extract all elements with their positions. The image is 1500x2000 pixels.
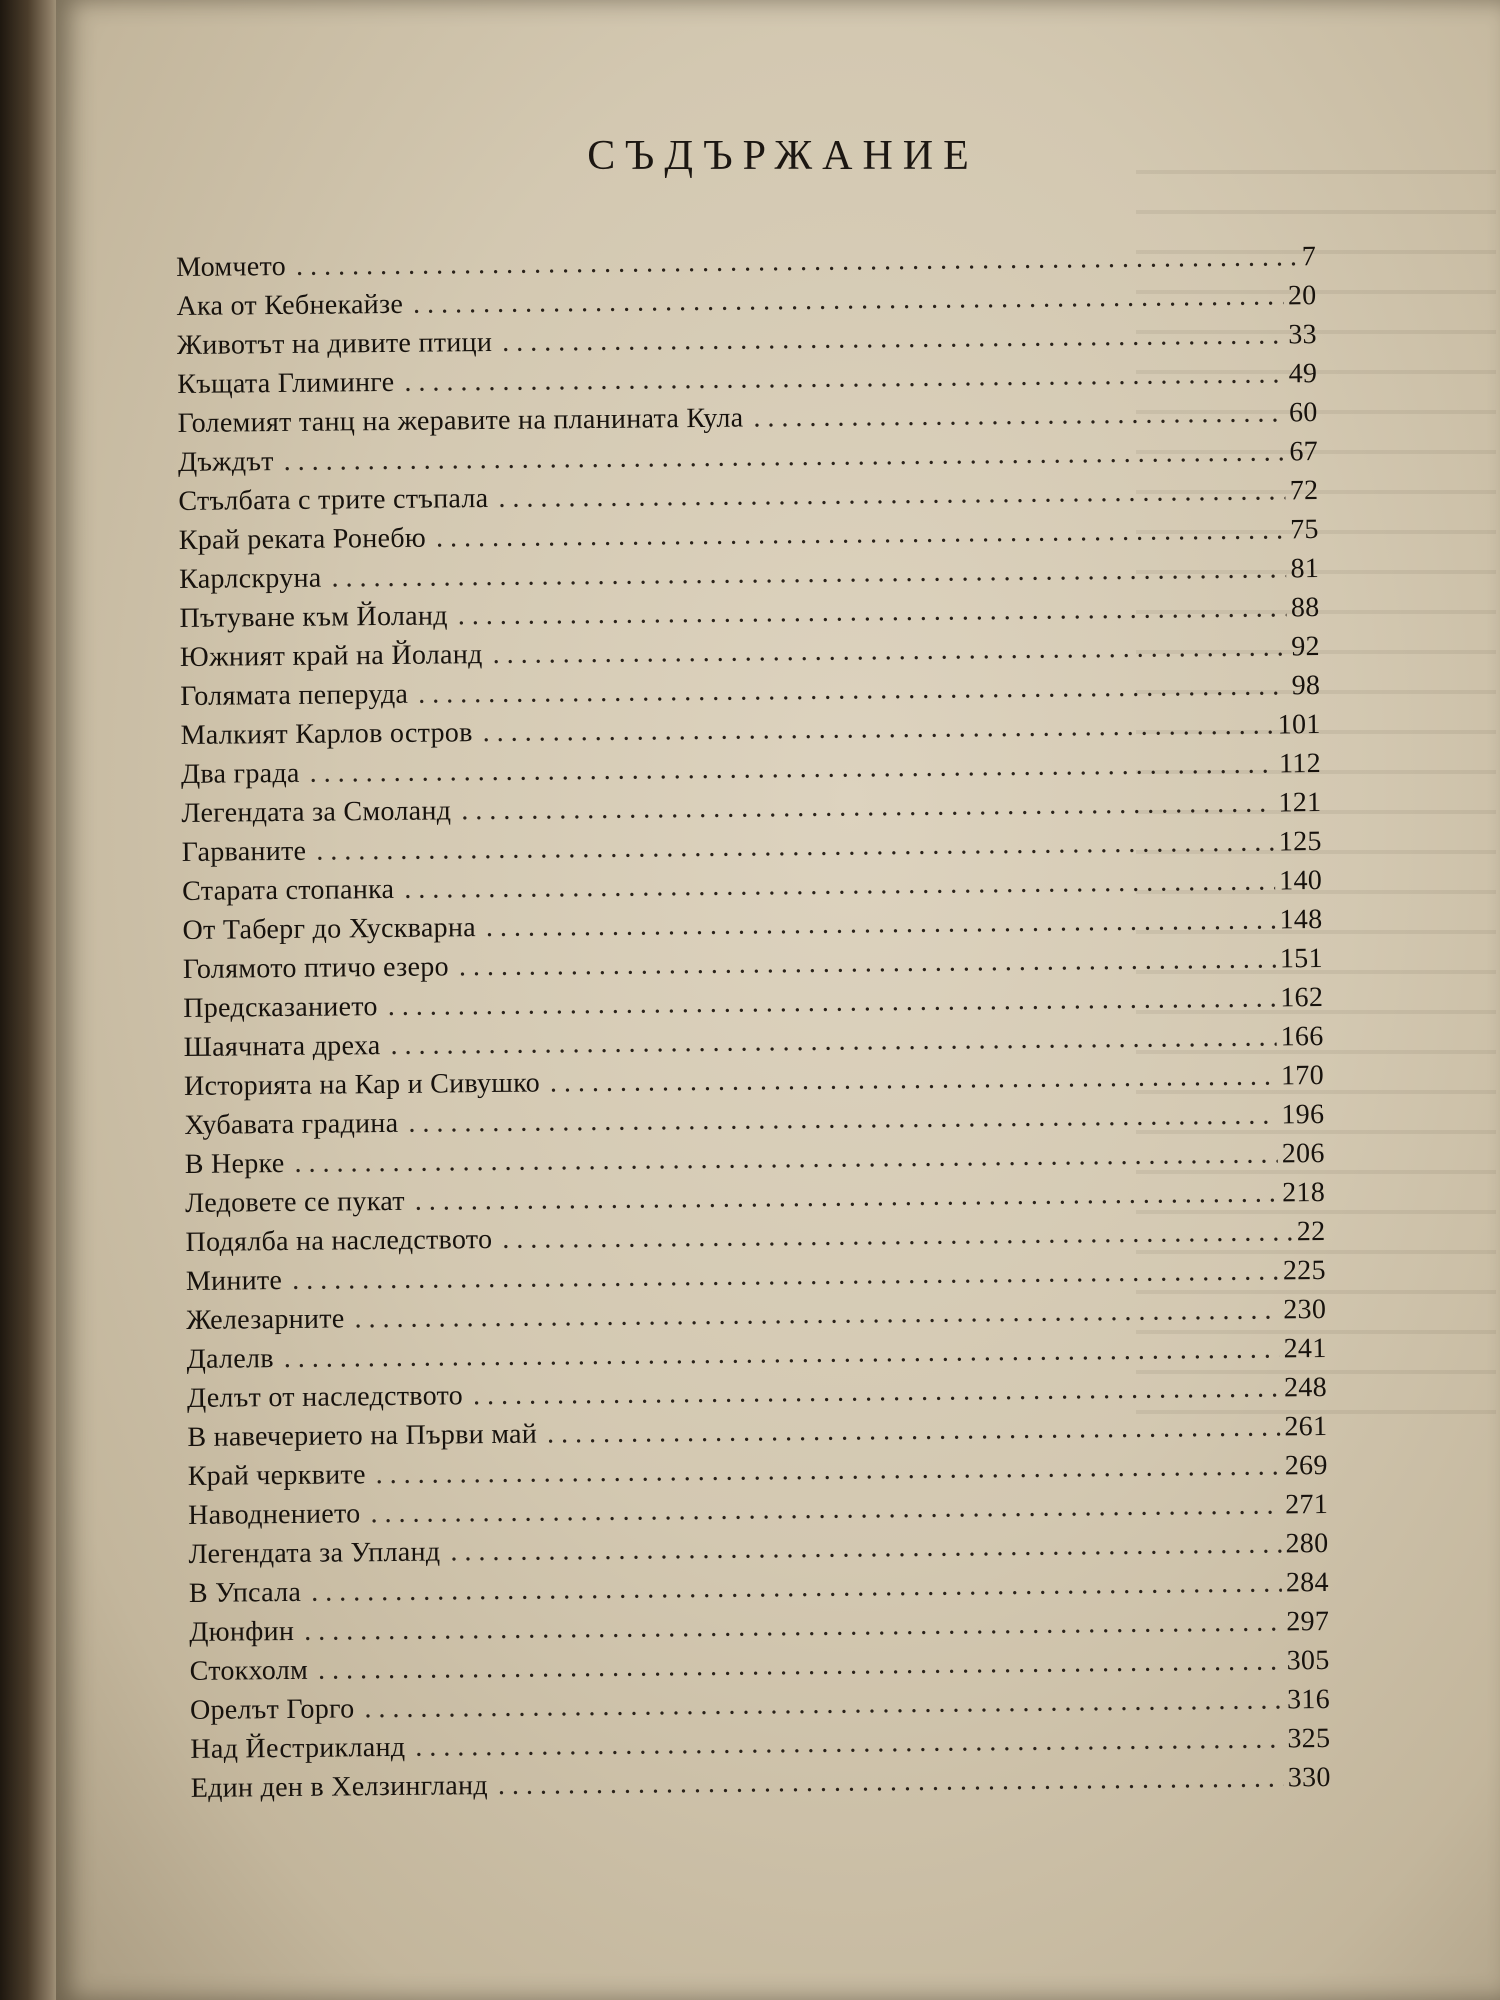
- page-number: 170: [1280, 1060, 1325, 1092]
- page-number: 218: [1282, 1177, 1326, 1209]
- chapter-title: Край реката Ронебю: [178, 522, 427, 556]
- dot-leader: [550, 1060, 1277, 1099]
- page-title: СЪДЪРЖАНИЕ: [587, 133, 979, 179]
- page-number: 305: [1286, 1644, 1330, 1677]
- page-number: 241: [1283, 1333, 1327, 1365]
- page-number: 88: [1290, 592, 1320, 624]
- dot-leader: [502, 1216, 1293, 1256]
- chapter-title: Ледовете се пукат: [184, 1185, 405, 1219]
- chapter-title: Един ден в Хелзингланд: [190, 1770, 489, 1804]
- page-number: 230: [1283, 1294, 1327, 1326]
- chapter-title: Къщата Глиминге: [177, 366, 395, 400]
- page-number: 20: [1287, 280, 1317, 312]
- chapter-title: Големият танц на жеравите на планината Кула: [177, 402, 744, 439]
- page-number: 98: [1291, 670, 1321, 702]
- chapter-title: Предсказанието: [183, 991, 378, 1024]
- dot-leader: [296, 241, 1298, 283]
- page-number: 196: [1281, 1099, 1325, 1131]
- page-number: 325: [1287, 1722, 1331, 1755]
- dot-leader: [502, 319, 1284, 359]
- chapter-title: Ака от Кебнекайзе: [176, 288, 404, 322]
- chapter-title: Южният край на Йоланд: [179, 639, 483, 673]
- dot-leader: [492, 631, 1287, 671]
- book-gutter: [0, 0, 62, 2000]
- page-number: 92: [1291, 631, 1320, 663]
- page-number: 297: [1286, 1605, 1330, 1638]
- chapter-title: Малкият Карлов остров: [180, 717, 473, 751]
- page-number: 225: [1282, 1255, 1326, 1287]
- chapter-title: Хубавата градина: [184, 1107, 399, 1141]
- chapter-title: Орелът Горго: [189, 1693, 355, 1726]
- page-number: 75: [1289, 514, 1319, 546]
- page-number: 125: [1278, 826, 1322, 858]
- page-number: 7: [1301, 241, 1317, 273]
- page-number: 162: [1280, 982, 1324, 1014]
- page-number: 248: [1283, 1372, 1328, 1404]
- page-number: 49: [1288, 358, 1318, 390]
- page-number: 206: [1281, 1138, 1325, 1170]
- chapter-title: Пътуване към Йоланд: [179, 600, 448, 634]
- page-number: 330: [1287, 1761, 1331, 1794]
- chapter-title: Легендата за Смоланд: [181, 795, 452, 829]
- page-number: 284: [1285, 1566, 1329, 1599]
- dot-leader: [458, 592, 1287, 632]
- dot-leader: [486, 904, 1276, 944]
- page-number: 101: [1277, 709, 1321, 741]
- page-number: 67: [1289, 436, 1319, 468]
- chapter-title: Старата стопанка: [181, 873, 395, 907]
- page-number: 316: [1286, 1683, 1331, 1716]
- page-number: 148: [1279, 904, 1323, 936]
- page-number: 280: [1285, 1527, 1329, 1560]
- chapter-title: Голямото птичо езеро: [182, 951, 450, 985]
- chapter-title: Железарните: [186, 1303, 345, 1336]
- chapter-title: Далелв: [186, 1343, 274, 1375]
- chapter-title: От Таберг до Хускварна: [182, 912, 477, 946]
- dot-leader: [461, 787, 1275, 827]
- dot-leader: [473, 1372, 1280, 1412]
- chapter-title: Карлскруна: [178, 562, 322, 595]
- dot-leader: [498, 475, 1286, 515]
- chapter-title: Момчето: [176, 250, 287, 283]
- chapter-title: Два града: [180, 757, 300, 790]
- chapter-title: Над Йестрикланд: [190, 1731, 406, 1765]
- page-number: 269: [1284, 1450, 1328, 1482]
- chapter-title: Наводнението: [187, 1498, 361, 1531]
- chapter-title: Гарваните: [181, 835, 307, 868]
- dot-leader: [415, 1177, 1279, 1217]
- chapter-title: Дюнфин: [189, 1615, 295, 1648]
- dot-leader: [498, 1762, 1284, 1802]
- chapter-title: Историята на Кар и Сивушко: [183, 1067, 541, 1102]
- chapter-title: Стокхолм: [189, 1654, 309, 1687]
- page-number: 60: [1288, 397, 1318, 429]
- page-number: 166: [1280, 1021, 1324, 1053]
- chapter-title: Легендата за Упланд: [188, 1536, 441, 1570]
- chapter-title: Край черквите: [187, 1459, 366, 1492]
- chapter-title: Делът от наследството: [186, 1380, 464, 1414]
- chapter-title: Шаячната дреха: [183, 1030, 381, 1063]
- page-number: 121: [1278, 787, 1322, 819]
- page-number: 271: [1285, 1488, 1329, 1521]
- chapter-title: Мините: [185, 1265, 283, 1297]
- chapter-title: Стълбата с трите стъпала: [178, 483, 489, 517]
- chapter-title: В Нерке: [184, 1148, 285, 1180]
- page-number: 33: [1288, 319, 1317, 351]
- chapter-title: Дъждът: [177, 446, 274, 478]
- dot-leader: [483, 709, 1274, 749]
- book-page: [56, 0, 1500, 2000]
- page-number: 22: [1296, 1216, 1326, 1248]
- dot-leader: [753, 397, 1285, 434]
- chapter-title: В Упсала: [188, 1576, 302, 1609]
- dot-leader: [436, 514, 1286, 554]
- page-number: 72: [1289, 475, 1319, 507]
- dot-leader: [547, 1411, 1281, 1450]
- page-number: 151: [1279, 943, 1323, 975]
- page-number: 81: [1290, 553, 1320, 585]
- table-of-contents: [176, 241, 1331, 1812]
- dot-leader: [450, 1528, 1281, 1568]
- page-number: 112: [1278, 748, 1322, 780]
- page-number: 140: [1279, 865, 1323, 897]
- chapter-title: В навечерието на Първи май: [187, 1418, 538, 1453]
- dot-leader: [459, 943, 1276, 983]
- chapter-title: Голямата пеперуда: [180, 678, 409, 712]
- page-number: 261: [1284, 1411, 1328, 1443]
- chapter-title: Животът на дивите птици: [176, 326, 493, 361]
- chapter-title: Подялба на наследството: [185, 1224, 493, 1258]
